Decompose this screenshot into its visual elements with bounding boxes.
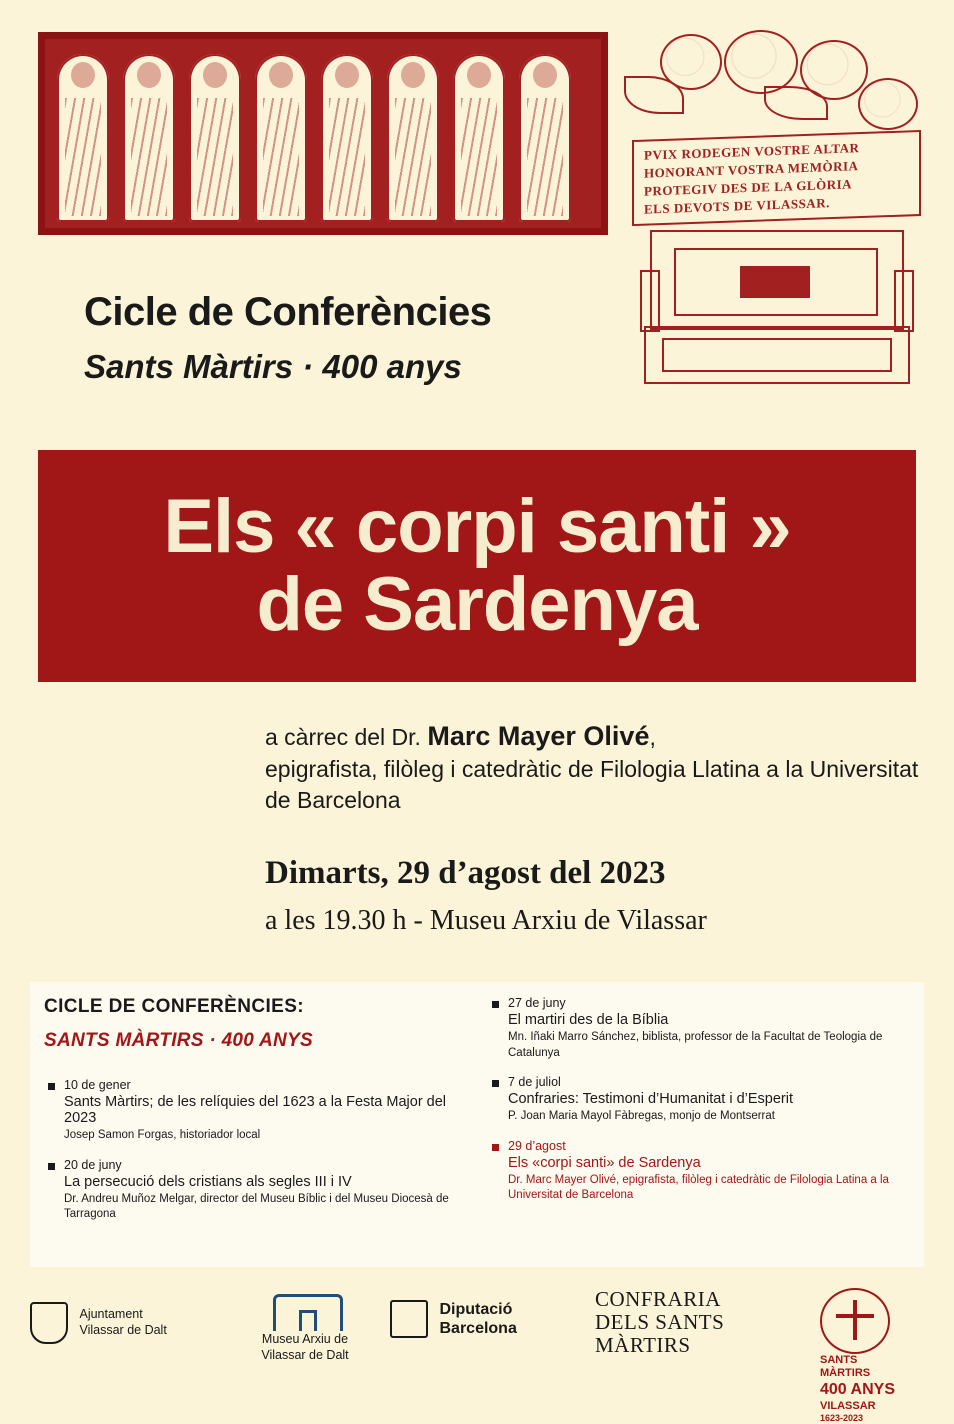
entry-date: 29 d’agost: [508, 1138, 566, 1153]
shield-icon: [30, 1302, 68, 1344]
logo-museu-arxiu: [215, 1294, 395, 1363]
programme-entry: [48, 1158, 468, 1223]
programme-subheading: SANTS MÀRTIRS · 400 ANYS: [44, 1030, 314, 1051]
inscription-line: PROTEGIV DES DE LA GLÒRIA: [644, 176, 853, 199]
main-title-line-1: Els « corpi santi »: [163, 484, 791, 570]
programme-column-right: [492, 996, 912, 1218]
entry-speaker: Dr. Marc Mayer Olivé, epigrafista, filòleg i catedràtic de Filologia Latina a la Universitat de Barcelona: [508, 1173, 889, 1202]
bullet-icon: [48, 1163, 55, 1170]
event-time-place: a les 19.30 h - Museu Arxiu de Vilassar: [265, 905, 707, 936]
logo-line: SANTS: [820, 1354, 858, 1366]
programme-heading-block: [44, 996, 444, 1052]
logo-line: Vilassar de Dalt: [261, 1347, 349, 1362]
programme-entry: [48, 1078, 468, 1144]
entry-date: 27 de juny: [508, 996, 566, 1010]
frieze-figure: [255, 54, 307, 222]
bullet-icon: [492, 1080, 499, 1087]
entry-date: 7 de juliol: [508, 1075, 561, 1090]
frieze-figure: [519, 54, 571, 222]
inscription-line: HONORANT VOSTRA MEMÒRIA: [644, 158, 859, 181]
inscription-plate: [632, 130, 921, 226]
entry-date: 10 de gener: [64, 1078, 131, 1092]
speaker-intro: a càrrec del Dr.: [265, 724, 428, 750]
frieze-figure: [123, 54, 175, 222]
logo-line: Ajuntament: [79, 1307, 143, 1322]
cycle-title: Cicle de Conferències: [84, 290, 492, 334]
bullet-icon: [492, 1144, 499, 1151]
bullet-icon: [48, 1083, 55, 1090]
logo-line: Barcelona: [439, 1320, 517, 1338]
programme-column-left: [48, 1078, 468, 1237]
entry-title: La persecució dels cristians als segles III i IV: [64, 1173, 352, 1190]
logo-line: MÀRTIRS: [820, 1367, 871, 1380]
logo-diputacio: [390, 1300, 517, 1338]
frieze-figure: [387, 54, 439, 222]
main-title-band: [38, 450, 916, 682]
diputacio-mark-icon: [390, 1300, 428, 1338]
logo-line: Diputació: [439, 1301, 513, 1318]
altar-structure: [644, 230, 906, 400]
entry-date: 20 de juny: [64, 1157, 122, 1172]
logo-sants-martirs-400: [820, 1288, 954, 1424]
programme-entry: [492, 996, 912, 1061]
logo-confraria: [595, 1288, 724, 1357]
cycle-subtitle: Sants Màrtirs · 400 anys: [84, 348, 462, 385]
bullet-icon: [492, 1001, 499, 1008]
altar-engraving: [614, 30, 934, 420]
rose-icon: [858, 78, 918, 130]
speaker-name: Marc Mayer Olivé: [427, 721, 650, 751]
rose-icon: [724, 30, 798, 94]
logo-line: VILASSAR: [820, 1399, 876, 1412]
logo-line: Vilassar de Dalt: [79, 1323, 167, 1337]
logo-line: 1623-2023: [820, 1412, 864, 1423]
event-date: Dimarts, 29 d’agost del 2023: [265, 855, 666, 891]
entry-speaker: P. Joan Maria Mayol Fàbregas, monjo de Montserrat: [508, 1110, 775, 1123]
entry-speaker: Dr. Andreu Muñoz Melgar, director del Museu Bíblic i del Museu Diocesà de Tarragona: [64, 1192, 449, 1221]
frieze-illustration: [38, 32, 608, 235]
badge-text: [820, 1354, 895, 1424]
programme-entry-current: [492, 1139, 912, 1204]
cross-badge-icon: [820, 1288, 890, 1354]
programme-heading: CICLE DE CONFERÈNCIES:: [44, 996, 305, 1017]
frieze-figure: [453, 54, 505, 222]
logo-line: DELS SANTS: [595, 1310, 725, 1335]
inscription-line: ELS DEVOTS DE VILASSAR.: [644, 195, 830, 217]
programme-entry: [492, 1075, 912, 1125]
inscription-line: PVIX RODEGEN VOSTRE ALTAR: [644, 140, 860, 163]
speaker-description: epigrafista, filòleg i catedràtic de Filologia Llatina a la Universitat de Barcelona: [265, 756, 919, 814]
entry-title: El martiri des de la Bíblia: [508, 1012, 669, 1028]
frieze-background: [45, 39, 601, 228]
entry-title: Els «corpi santi» de Sardenya: [508, 1154, 701, 1171]
programme-panel: [30, 982, 924, 1267]
entry-title: Confraries: Testimoni d’Humanitat i d’Esperit: [508, 1091, 794, 1108]
footer-logos: [0, 1280, 954, 1423]
entry-title: Sants Màrtirs; de les relíquies del 1623 a la Festa Major del 2023: [64, 1094, 447, 1126]
logo-line: MÀRTIRS: [595, 1333, 691, 1358]
logo-line: 400 ANYS: [820, 1381, 895, 1399]
speaker-block: [265, 718, 925, 817]
house-icon: [259, 1294, 351, 1328]
frieze-figure: [189, 54, 241, 222]
speaker-comma: ,: [649, 724, 656, 750]
logo-line: Museu Arxiu de: [261, 1332, 349, 1346]
frieze-figure: [57, 54, 109, 222]
entry-speaker: Mn. Iñaki Marro Sánchez, biblista, professor de la Facultat de Teologia de Catalunya: [508, 1031, 883, 1059]
frieze-figure: [321, 54, 373, 222]
main-title-line-2: de Sardenya: [256, 562, 698, 647]
entry-speaker: Josep Samon Forgas, historiador local: [64, 1129, 261, 1141]
logo-line: CONFRARIA: [595, 1287, 721, 1311]
logo-ajuntament: [30, 1302, 167, 1344]
